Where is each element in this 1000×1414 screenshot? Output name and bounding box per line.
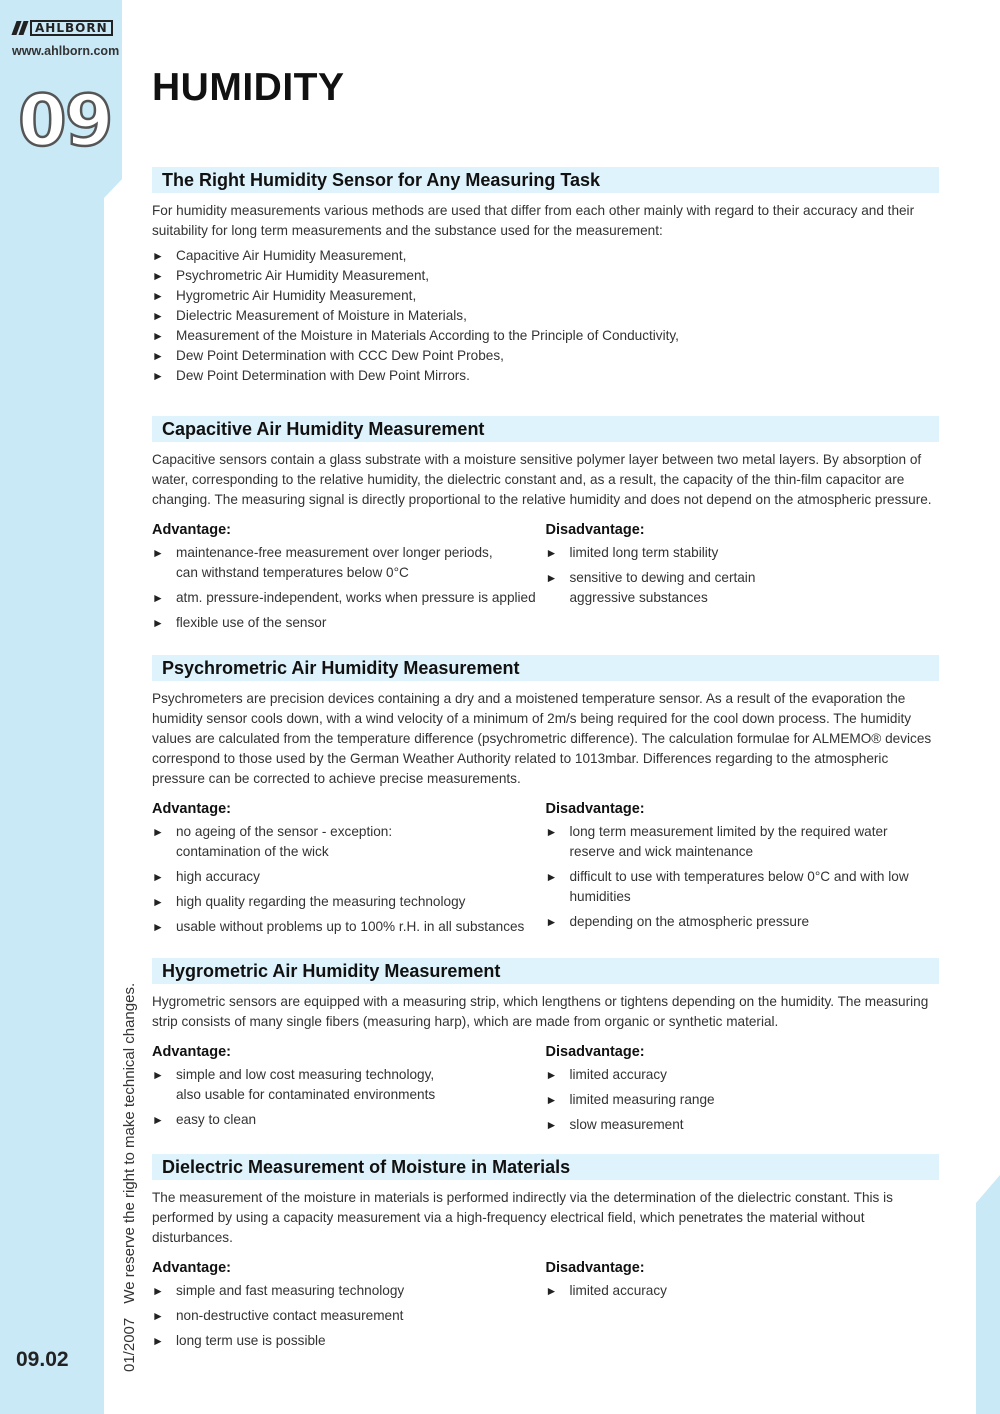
pros-cons (152, 1260, 939, 1356)
section-overview (152, 167, 939, 386)
section-dielectric (152, 1154, 939, 1356)
advantages (152, 801, 546, 942)
advantage-title: Advantage: (152, 1044, 231, 1060)
list-item: ► depending on the atmospheric pressure (546, 912, 940, 932)
arrow-bullet-icon: ► (152, 369, 164, 383)
list-item: ► long term measurement limited by the required water reserve and wick maintenance (546, 822, 940, 862)
list-item: ► Dew Point Determination with Dew Point Mirrors. (152, 366, 939, 386)
logo-text: AHLBORN (30, 20, 113, 36)
arrow-bullet-icon: ► (152, 349, 164, 363)
arrow-bullet-icon: ► (152, 1334, 164, 1348)
arrow-bullet-icon: ► (152, 870, 164, 884)
pros-cons (152, 801, 939, 942)
section-hygrometric (152, 958, 939, 1140)
advantages (152, 1260, 546, 1356)
arrow-bullet-icon: ► (545, 1118, 558, 1132)
pros-cons (152, 522, 939, 638)
list-item: ► no ageing of the sensor - exception: contamination of the wick (152, 822, 546, 862)
section-text: Hygrometric sensors are equipped with a measuring strip, which lengthens or tightens depending on the humidity. The measuring strip consists of many single fibers (measuring harp), which are made from organic or synthetic material. (152, 994, 929, 1029)
advantage-title: Advantage: (152, 1260, 231, 1276)
disadvantages (546, 801, 940, 942)
sidebar (0, 0, 122, 1414)
arrow-bullet-icon: ► (152, 1309, 164, 1323)
section-heading: Hygrometric Air Humidity Measurement (152, 958, 939, 984)
list-item: ► limited accuracy (546, 1281, 940, 1301)
website-link[interactable]: www.ahlborn.com (12, 44, 120, 58)
arrow-bullet-icon: ► (545, 571, 558, 585)
arrow-bullet-icon: ► (152, 616, 164, 630)
page-number: 09.02 (16, 1348, 69, 1371)
section-text: Psychrometers are precision devices containing a dry and a moistened temperature sensor. As a result of the evaporation the humidity sensor cools down, with a wind velocity of a minimum of 2m/s being required for the cool down process. The humidity values are calculated from the temperature difference (psychrometric difference). The calculation formulae for ALMEMO® devices correspond to those used by the German Weather Authority related to 1013mbar. Differences regarding to the atmospheric pressure can be corrected to achieve precise measurements. (152, 691, 932, 786)
list-item: ► limited long term stability (546, 543, 940, 563)
arrow-bullet-icon: ► (152, 249, 164, 263)
list-item: ► atm. pressure-independent, works when pressure is applied (152, 588, 546, 608)
arrow-bullet-icon: ► (152, 1284, 164, 1298)
list-item: ► simple and fast measuring technology (152, 1281, 546, 1301)
list-item: ► long term use is possible (152, 1331, 546, 1351)
arrow-bullet-icon: ► (152, 920, 164, 934)
list-item: ► Dew Point Determination with CCC Dew Point Probes, (152, 346, 939, 366)
disadvantages (546, 522, 940, 638)
section-text: Capacitive sensors contain a glass substrate with a moisture sensitive polymer layer between two metal layers. By absorption of water, corresponding to the relative humidity, the dielectric constant and, as a result, the capacity of the thin-film capacitor are changing. The measuring signal is directly proportional to the relative humidity and does not depend on the atmospheric pressure. (152, 452, 932, 507)
disadvantages (546, 1044, 940, 1140)
list-item: ► limited accuracy (546, 1065, 940, 1085)
page-title: HUMIDITY (152, 66, 345, 109)
arrow-bullet-icon: ► (152, 825, 164, 839)
ahlborn-logo (14, 17, 118, 39)
section-text: The measurement of the moisture in materials is performed indirectly via the determination of the dielectric constant. This is performed by using a capacity measurement via a high-frequency electrical field, which penetrates the material without disturbances. (152, 1190, 893, 1245)
disadvantage-title: Disadvantage: (545, 801, 645, 817)
list-item: ► slow measurement (546, 1115, 940, 1135)
list-item: ► Psychrometric Air Humidity Measurement, (152, 266, 939, 286)
arrow-bullet-icon: ► (152, 1068, 164, 1082)
list-item: ► Measurement of the Moisture in Materials According to the Principle of Conductivity, (152, 326, 939, 346)
disadvantage-title: Disadvantage: (545, 522, 645, 538)
section-heading: The Right Humidity Sensor for Any Measuring Task (152, 167, 939, 193)
disadvantages (546, 1260, 940, 1356)
edition-date: 01/2007 (121, 1317, 138, 1372)
section-psychrometric (152, 655, 939, 942)
list-item: ► easy to clean (152, 1110, 546, 1130)
list-item: ► sensitive to dewing and certain aggressive substances (546, 568, 940, 608)
chapter-number: 09 (18, 80, 112, 162)
arrow-bullet-icon: ► (545, 1068, 558, 1082)
arrow-bullet-icon: ► (545, 825, 558, 839)
arrow-bullet-icon: ► (545, 870, 558, 884)
arrow-bullet-icon: ► (545, 1284, 558, 1298)
arrow-bullet-icon: ► (152, 895, 164, 909)
disadvantage-title: Disadvantage: (545, 1260, 645, 1276)
section-intro: For humidity measurements various methods are used that differ from each other mainly with regard to their accuracy and their suitability for long term measurements and the substance used for the measurement: (152, 203, 915, 238)
arrow-bullet-icon: ► (152, 591, 164, 605)
method-list (152, 246, 939, 386)
list-item: ► non-destructive contact measurement (152, 1306, 546, 1326)
list-item: ► simple and low cost measuring technology, also usable for contaminated environments (152, 1065, 546, 1105)
list-item: ► flexible use of the sensor (152, 613, 546, 633)
advantages (152, 522, 546, 638)
advantage-title: Advantage: (152, 522, 231, 538)
vertical-note (121, 983, 138, 1372)
section-capacitive (152, 416, 939, 638)
arrow-bullet-icon: ► (152, 269, 164, 283)
section-heading: Capacitive Air Humidity Measurement (152, 416, 939, 442)
arrow-bullet-icon: ► (152, 289, 164, 303)
list-item: ► difficult to use with temperatures below 0°C and with low humidities (546, 867, 940, 907)
advantage-title: Advantage: (152, 801, 231, 817)
list-item: ► high quality regarding the measuring technology (152, 892, 546, 912)
section-heading: Psychrometric Air Humidity Measurement (152, 655, 939, 681)
list-item: ► Dielectric Measurement of Moisture in Materials, (152, 306, 939, 326)
arrow-bullet-icon: ► (545, 1093, 558, 1107)
list-item: ► usable without problems up to 100% r.H. in all substances (152, 917, 546, 937)
arrow-bullet-icon: ► (152, 546, 164, 560)
disclaimer: We reserve the right to make technical changes. (121, 982, 138, 1304)
logo-slashes-icon (14, 21, 26, 35)
arrow-bullet-icon: ► (152, 309, 164, 323)
section-heading: Dielectric Measurement of Moisture in Materials (152, 1154, 939, 1180)
pros-cons (152, 1044, 939, 1140)
arrow-bullet-icon: ► (545, 546, 558, 560)
arrow-bullet-icon: ► (152, 1113, 164, 1127)
arrow-bullet-icon: ► (545, 915, 558, 929)
list-item: ► Hygrometric Air Humidity Measurement, (152, 286, 939, 306)
list-item: ► Capacitive Air Humidity Measurement, (152, 246, 939, 266)
list-item: ► maintenance-free measurement over longer periods, can withstand temperatures below 0°C (152, 543, 546, 583)
list-item: ► limited measuring range (546, 1090, 940, 1110)
arrow-bullet-icon: ► (152, 329, 164, 343)
disadvantage-title: Disadvantage: (545, 1044, 645, 1060)
list-item: ► high accuracy (152, 867, 546, 887)
advantages (152, 1044, 546, 1140)
right-edge-strip (976, 1175, 1000, 1414)
